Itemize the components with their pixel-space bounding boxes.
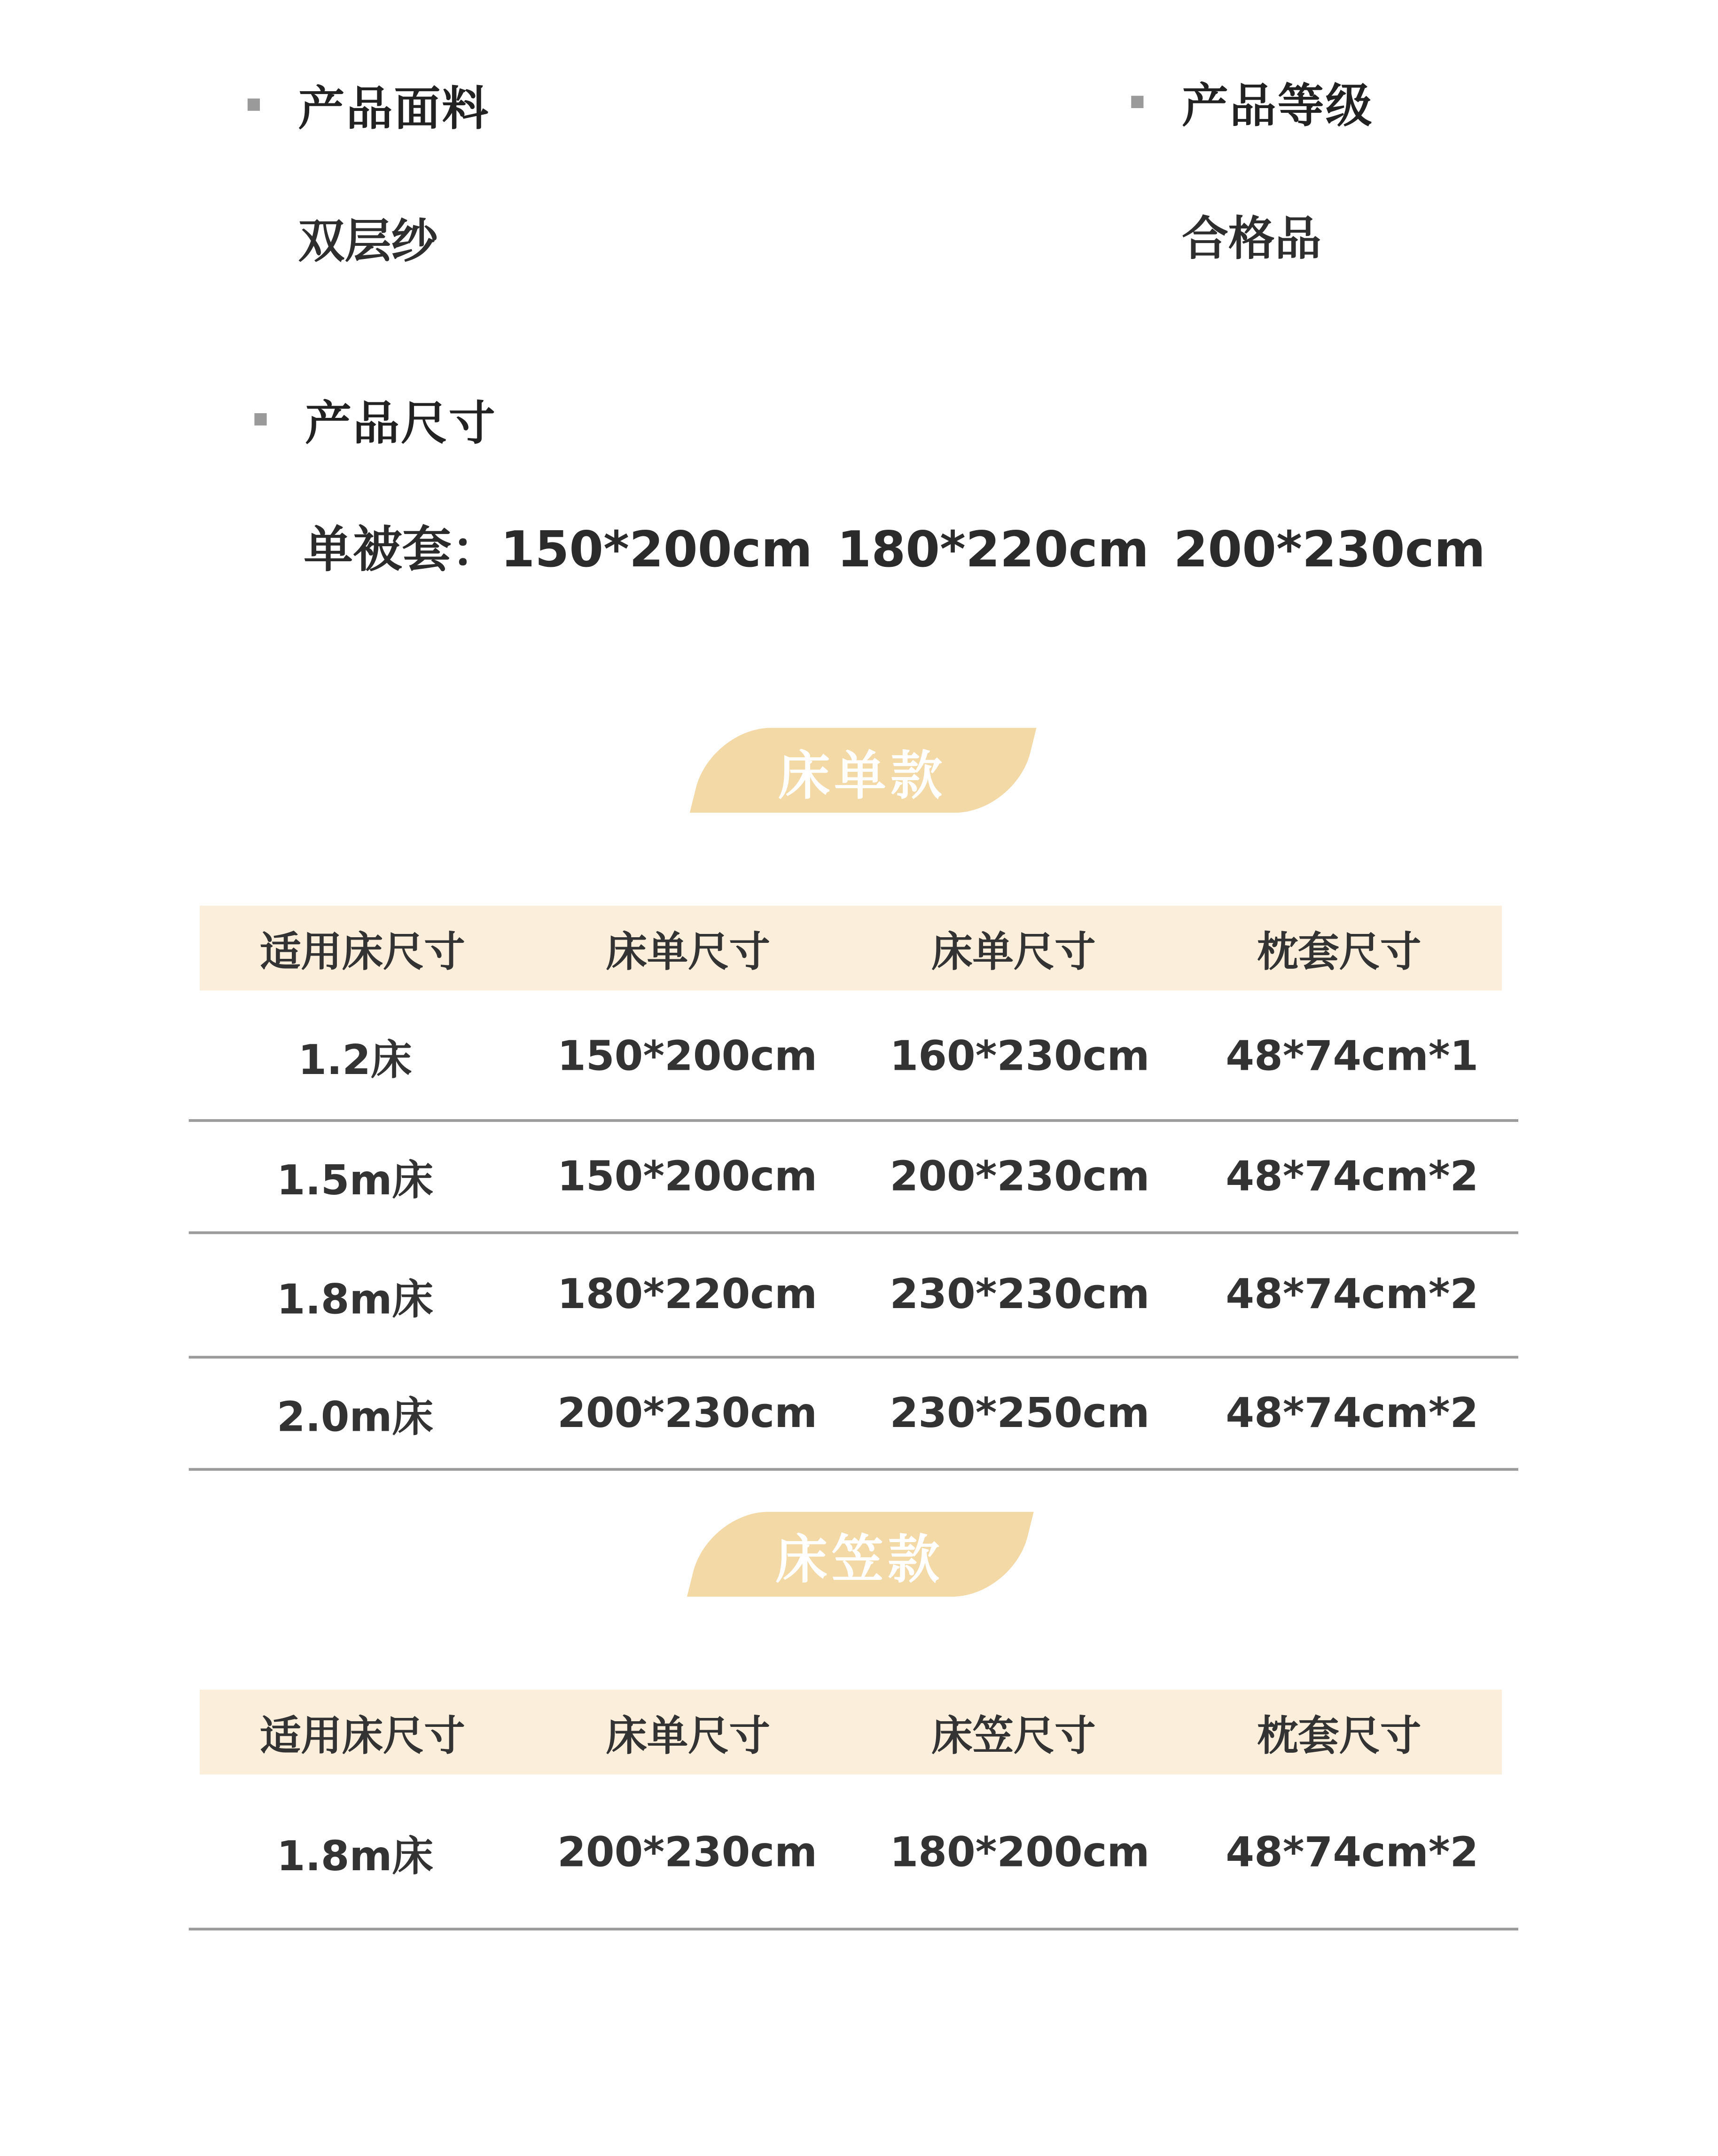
table-cell: 1.8m床 — [276, 1276, 433, 1324]
bullet-icon — [254, 413, 266, 425]
table-cell: 48*74cm*1 — [1226, 1032, 1479, 1081]
header-cell: 枕套尺寸 — [1257, 1713, 1421, 1761]
table-cell: 180*220cm — [557, 1271, 818, 1319]
header-cell: 床笠尺寸 — [931, 1713, 1096, 1761]
table-cell: 200*230cm — [890, 1152, 1150, 1201]
header-cell: 适用床尺寸 — [260, 929, 465, 977]
fabric-label: 产品面料 — [298, 82, 490, 137]
grade-label: 产品等级 — [1181, 79, 1374, 134]
grade-heading — [1131, 69, 1373, 136]
fitted-size-table — [189, 1690, 1518, 1930]
size-block — [254, 386, 496, 453]
table-header — [200, 906, 1502, 990]
fitted-style-banner — [687, 1512, 1034, 1596]
duvet-size-line — [304, 512, 1510, 581]
table-cell: 48*74cm*2 — [1226, 1828, 1479, 1877]
table-cell: 230*250cm — [890, 1389, 1150, 1437]
table-cell: 48*74cm*2 — [1226, 1389, 1479, 1437]
sheet-size-table — [189, 906, 1518, 1471]
table-row — [189, 990, 1518, 1121]
fabric-heading — [248, 71, 490, 138]
table-row — [189, 1774, 1518, 1930]
header-cell: 枕套尺寸 — [1257, 929, 1421, 977]
table-cell: 1.5m床 — [276, 1157, 433, 1206]
sheet-style-banner — [690, 728, 1037, 813]
table-cell: 48*74cm*2 — [1226, 1271, 1479, 1319]
fabric-block — [248, 71, 490, 271]
fabric-value: 双层纱 — [298, 215, 438, 270]
table-cell: 160*230cm — [890, 1032, 1150, 1081]
table-row — [189, 1234, 1518, 1359]
sheet-style-banner-label: 床单款 — [779, 745, 947, 806]
bullet-icon — [1131, 96, 1143, 108]
table-cell: 230*230cm — [890, 1271, 1150, 1319]
header-cell: 床单尺寸 — [606, 929, 770, 977]
table-cell: 150*200cm — [557, 1152, 818, 1201]
table-row — [189, 1122, 1518, 1234]
table-cell: 180*200cm — [890, 1828, 1150, 1877]
table-cell: 48*74cm*2 — [1226, 1152, 1479, 1201]
table-cell: 150*200cm — [557, 1032, 818, 1081]
grade-value: 合格品 — [1181, 212, 1321, 267]
table-cell: 200*230cm — [557, 1828, 818, 1877]
table-header — [200, 1690, 1502, 1774]
duvet-size: 180*220cm — [837, 522, 1149, 579]
table-cell: 2.0m床 — [276, 1394, 433, 1443]
header-cell: 适用床尺寸 — [260, 1713, 465, 1761]
table-cell: 200*230cm — [557, 1389, 818, 1437]
fitted-style-banner-label: 床笠款 — [776, 1529, 945, 1589]
grade-block — [1131, 69, 1373, 268]
duvet-size: 200*230cm — [1173, 522, 1486, 579]
duvet-size: 150*200cm — [500, 522, 813, 579]
size-heading — [254, 386, 496, 453]
table-cell: 1.2床 — [298, 1037, 412, 1085]
header-cell: 床单尺寸 — [606, 1713, 770, 1761]
table-row — [189, 1358, 1518, 1471]
header-cell: 床单尺寸 — [931, 929, 1096, 977]
duvet-size-prefix: 单被套： — [304, 522, 501, 579]
table-cell: 1.8m床 — [276, 1833, 433, 1882]
bullet-icon — [248, 99, 260, 111]
size-label: 产品尺寸 — [305, 397, 497, 452]
